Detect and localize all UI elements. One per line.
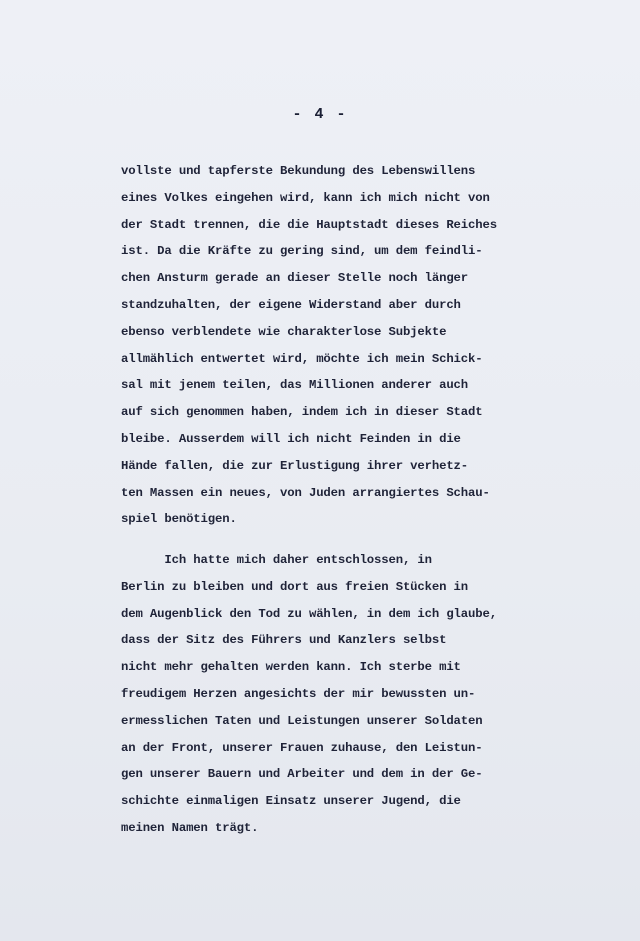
text-line: ebenso verblendete wie charakterlose Subjekte bbox=[121, 324, 447, 339]
text-line: vollste und tapferste Bekundung des Lebenswillens bbox=[121, 164, 476, 178]
text-line: an der Front, unserer Frauen zuhause, den Leistun- bbox=[121, 740, 483, 755]
paragraph-1 bbox=[121, 158, 541, 533]
text-line: dem Augenblick den Tod zu wählen, in dem ich glaube, bbox=[121, 606, 497, 621]
text-line: ist. Da die Kräfte zu gering sind, um dem feindli- bbox=[121, 244, 483, 259]
text-line: chen Ansturm gerade an dieser Stelle noch länger bbox=[121, 271, 469, 286]
text-line: auf sich genommen haben, indem ich in dieser Stadt bbox=[121, 405, 483, 420]
text-line: bleibe. Ausserdem will ich nicht Feinden in die bbox=[121, 431, 461, 446]
text-line: meinen Namen trägt. bbox=[121, 820, 259, 835]
text-line: ten Massen ein neues, von Juden arrangiertes Schau- bbox=[121, 485, 490, 500]
text-line: der Stadt trennen, die die Hauptstadt dieses Reiches bbox=[121, 217, 497, 232]
text-line: Ich hatte mich daher entschlossen, in bbox=[121, 553, 432, 567]
text-line: Hände fallen, die zur Erlustigung ihrer verhetz- bbox=[121, 458, 469, 473]
text-line: allmählich entwertet wird, möchte ich mein Schick- bbox=[121, 351, 483, 366]
text-line: ermesslichen Taten und Leistungen unserer Soldaten bbox=[121, 713, 483, 728]
text-line: dass der Sitz des Führers und Kanzlers selbst bbox=[121, 633, 447, 648]
text-line: schichte einmaligen Einsatz unserer Jugend, die bbox=[121, 794, 461, 809]
text-line: gen unserer Bauern und Arbeiter und dem in der Ge- bbox=[121, 767, 483, 782]
text-line: standzuhalten, der eigene Widerstand aber durch bbox=[121, 297, 461, 312]
page-number: - 4 - bbox=[292, 106, 348, 123]
text-line: freudigem Herzen angesichts der mir bewussten un- bbox=[121, 686, 476, 701]
text-line: spiel benötigen. bbox=[121, 512, 237, 527]
text-line: sal mit jenem teilen, das Millionen anderer auch bbox=[121, 378, 469, 393]
text-line: nicht mehr gehalten werden kann. Ich sterbe mit bbox=[121, 660, 461, 675]
text-line: eines Volkes eingehen wird, kann ich mich nicht von bbox=[121, 190, 490, 205]
paragraph-2 bbox=[121, 547, 541, 842]
text-line: Berlin zu bleiben und dort aus freien Stücken in bbox=[121, 579, 469, 594]
